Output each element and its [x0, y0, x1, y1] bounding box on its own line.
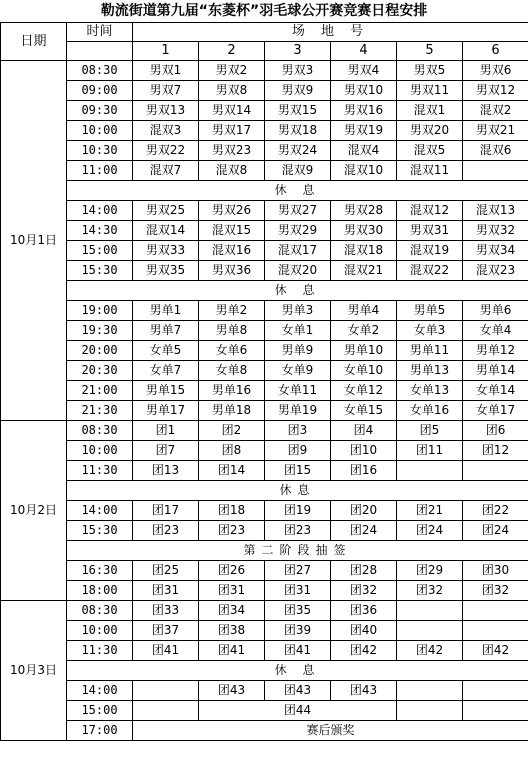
- match-cell: 混双2: [463, 101, 528, 121]
- time-cell: 14:30: [67, 221, 133, 241]
- table-row: [1, 201, 528, 221]
- match-cell: 混双22: [397, 261, 463, 281]
- time-cell: 11:30: [67, 641, 133, 661]
- match-cell: 混双1: [397, 101, 463, 121]
- match-cell: 男双4: [331, 61, 397, 81]
- table-row: [1, 601, 528, 621]
- match-cell: 团17: [133, 501, 199, 521]
- match-cell: 男单6: [463, 301, 528, 321]
- match-cell: 男双20: [397, 121, 463, 141]
- match-cell: 团14: [199, 461, 265, 481]
- court-number-row: [1, 42, 528, 61]
- match-cell: 团42: [463, 641, 528, 661]
- time-cell: 10:00: [67, 441, 133, 461]
- time-cell: 16:30: [67, 561, 133, 581]
- match-cell: 男双34: [463, 241, 528, 261]
- match-cell: 男双28: [331, 201, 397, 221]
- break-row: [1, 541, 528, 561]
- match-cell: 男双11: [397, 81, 463, 101]
- time-header: 时间: [67, 23, 133, 42]
- match-cell: 混双17: [265, 241, 331, 261]
- match-cell: 团41: [265, 641, 331, 661]
- match-cell: [397, 701, 463, 721]
- match-cell: 团24: [463, 521, 528, 541]
- match-cell: 女单6: [199, 341, 265, 361]
- time-cell: 10:30: [67, 141, 133, 161]
- match-cell: 男单12: [463, 341, 528, 361]
- match-cell: 混双9: [265, 161, 331, 181]
- match-cell: 团35: [265, 601, 331, 621]
- time-cell: 15:00: [67, 701, 133, 721]
- match-cell: 男单16: [199, 381, 265, 401]
- match-cell: 男单19: [265, 401, 331, 421]
- match-cell: 团25: [133, 561, 199, 581]
- match-cell: 混双15: [199, 221, 265, 241]
- match-cell: 男双25: [133, 201, 199, 221]
- ceremony-label: 赛后颁奖: [133, 721, 528, 741]
- match-cell: 团40: [331, 621, 397, 641]
- match-cell: 团41: [133, 641, 199, 661]
- match-cell: 混双16: [199, 241, 265, 261]
- time-cell: 09:30: [67, 101, 133, 121]
- match-cell: 混双12: [397, 201, 463, 221]
- match-cell: 团29: [397, 561, 463, 581]
- match-cell: 团44: [199, 701, 397, 721]
- table-row: [1, 401, 528, 421]
- match-cell: [133, 681, 199, 701]
- table-row: [1, 241, 528, 261]
- match-cell: 男单14: [463, 361, 528, 381]
- match-cell: 团12: [463, 441, 528, 461]
- table-row: [1, 381, 528, 401]
- break-label: 休 息: [67, 281, 528, 301]
- match-cell: 男双30: [331, 221, 397, 241]
- table-row: [1, 81, 528, 101]
- match-cell: 混双10: [331, 161, 397, 181]
- time-cell: 11:00: [67, 161, 133, 181]
- match-cell: 混双23: [463, 261, 528, 281]
- match-cell: 男双33: [133, 241, 199, 261]
- match-cell: 混双3: [133, 121, 199, 141]
- time-cell: 18:00: [67, 581, 133, 601]
- match-cell: 男单2: [199, 301, 265, 321]
- match-cell: 男单11: [397, 341, 463, 361]
- match-cell: 团2: [199, 421, 265, 441]
- match-cell: 团22: [463, 501, 528, 521]
- court-number: 1: [133, 42, 199, 61]
- table-row: [1, 61, 528, 81]
- match-cell: 男双18: [265, 121, 331, 141]
- time-cell: 08:30: [67, 61, 133, 81]
- match-cell: 混双13: [463, 201, 528, 221]
- time-cell: 10:00: [67, 621, 133, 641]
- match-cell: [397, 621, 463, 641]
- court-number: 2: [199, 42, 265, 61]
- time-cell: 15:30: [67, 261, 133, 281]
- time-cell: 08:30: [67, 601, 133, 621]
- match-cell: 男双17: [199, 121, 265, 141]
- time-cell: 08:30: [67, 421, 133, 441]
- time-header-blank: [67, 42, 133, 61]
- match-cell: 男双27: [265, 201, 331, 221]
- table-row: [1, 701, 528, 721]
- table-row: [1, 301, 528, 321]
- match-cell: 团7: [133, 441, 199, 461]
- match-cell: 男双22: [133, 141, 199, 161]
- table-row: [1, 681, 528, 701]
- match-cell: 团28: [331, 561, 397, 581]
- time-cell: 15:00: [67, 241, 133, 261]
- match-cell: 男单18: [199, 401, 265, 421]
- time-cell: 11:30: [67, 461, 133, 481]
- table-row: [1, 501, 528, 521]
- match-cell: 团3: [265, 421, 331, 441]
- match-cell: 男单4: [331, 301, 397, 321]
- match-cell: 混双4: [331, 141, 397, 161]
- match-cell: 女单3: [397, 321, 463, 341]
- break-label: 休 息: [67, 661, 528, 681]
- time-cell: 10:00: [67, 121, 133, 141]
- court-number: 3: [265, 42, 331, 61]
- match-cell: 男双1: [133, 61, 199, 81]
- match-cell: 男双3: [265, 61, 331, 81]
- match-cell: 男单7: [133, 321, 199, 341]
- match-cell: 团21: [397, 501, 463, 521]
- match-cell: 男双26: [199, 201, 265, 221]
- match-cell: 女单2: [331, 321, 397, 341]
- match-cell: 团32: [463, 581, 528, 601]
- break-row: [1, 661, 528, 681]
- match-cell: 男双29: [265, 221, 331, 241]
- match-cell: 团23: [133, 521, 199, 541]
- match-cell: 男单17: [133, 401, 199, 421]
- match-cell: 团8: [199, 441, 265, 461]
- match-cell: 团15: [265, 461, 331, 481]
- match-cell: 女单5: [133, 341, 199, 361]
- match-cell: 男双14: [199, 101, 265, 121]
- match-cell: 男双6: [463, 61, 528, 81]
- match-cell: 团13: [133, 461, 199, 481]
- match-cell: 男双10: [331, 81, 397, 101]
- page-title: 勒流街道第九届“东菱杯”羽毛球公开赛竞赛日程安排: [100, 3, 428, 19]
- match-cell: 混双19: [397, 241, 463, 261]
- match-cell: [397, 681, 463, 701]
- match-cell: 混双8: [199, 161, 265, 181]
- match-cell: [463, 681, 528, 701]
- match-cell: 团23: [199, 521, 265, 541]
- match-cell: 男双23: [199, 141, 265, 161]
- match-cell: 混双11: [397, 161, 463, 181]
- match-cell: 团4: [331, 421, 397, 441]
- match-cell: 团42: [331, 641, 397, 661]
- match-cell: 女单10: [331, 361, 397, 381]
- time-cell: 14:00: [67, 501, 133, 521]
- match-cell: 女单11: [265, 381, 331, 401]
- match-cell: 女单9: [265, 361, 331, 381]
- match-cell: 男双19: [331, 121, 397, 141]
- table-row: [1, 361, 528, 381]
- date-cell: 10月1日: [1, 61, 67, 421]
- schedule-table: [0, 22, 528, 741]
- match-cell: 男双13: [133, 101, 199, 121]
- table-row: [1, 561, 528, 581]
- header-row: [1, 23, 528, 42]
- break-label: 休息: [67, 481, 528, 501]
- match-cell: 男双31: [397, 221, 463, 241]
- table-row: [1, 441, 528, 461]
- match-cell: 团31: [199, 581, 265, 601]
- match-cell: 团36: [331, 601, 397, 621]
- table-row: [1, 341, 528, 361]
- match-cell: 女单12: [331, 381, 397, 401]
- match-cell: 男单8: [199, 321, 265, 341]
- table-row: [1, 221, 528, 241]
- match-cell: 团23: [265, 521, 331, 541]
- match-cell: 男单1: [133, 301, 199, 321]
- match-cell: 男双21: [463, 121, 528, 141]
- date-header: 日期: [1, 23, 67, 61]
- match-cell: [463, 621, 528, 641]
- time-cell: 21:30: [67, 401, 133, 421]
- date-cell: 10月3日: [1, 601, 67, 741]
- break-row: [1, 181, 528, 201]
- match-cell: 团43: [331, 681, 397, 701]
- table-row: [1, 101, 528, 121]
- match-cell: [463, 701, 528, 721]
- break-label: 第二阶段抽签: [67, 541, 528, 561]
- table-row: [1, 161, 528, 181]
- match-cell: 女单7: [133, 361, 199, 381]
- match-cell: 男单10: [331, 341, 397, 361]
- match-cell: 女单17: [463, 401, 528, 421]
- time-cell: 19:30: [67, 321, 133, 341]
- match-cell: 男双24: [265, 141, 331, 161]
- match-cell: 男双35: [133, 261, 199, 281]
- time-cell: 20:30: [67, 361, 133, 381]
- match-cell: 团30: [463, 561, 528, 581]
- break-row: [1, 281, 528, 301]
- match-cell: 团1: [133, 421, 199, 441]
- venue-header: 场 地 号: [133, 23, 528, 42]
- match-cell: 团32: [397, 581, 463, 601]
- match-cell: 团39: [265, 621, 331, 641]
- match-cell: 男双16: [331, 101, 397, 121]
- match-cell: 团11: [397, 441, 463, 461]
- time-cell: 15:30: [67, 521, 133, 541]
- time-cell: 14:00: [67, 201, 133, 221]
- match-cell: 团33: [133, 601, 199, 621]
- table-row: [1, 261, 528, 281]
- match-cell: 男单5: [397, 301, 463, 321]
- match-cell: 团26: [199, 561, 265, 581]
- table-row: [1, 641, 528, 661]
- court-number: 4: [331, 42, 397, 61]
- table-row: [1, 461, 528, 481]
- time-cell: 17:00: [67, 721, 133, 741]
- match-cell: 女单14: [463, 381, 528, 401]
- match-cell: [463, 161, 528, 181]
- table-row: [1, 121, 528, 141]
- match-cell: 团34: [199, 601, 265, 621]
- table-row: [1, 581, 528, 601]
- match-cell: 男单9: [265, 341, 331, 361]
- match-cell: 团43: [199, 681, 265, 701]
- date-cell: 10月2日: [1, 421, 67, 601]
- match-cell: [397, 461, 463, 481]
- match-cell: 团31: [133, 581, 199, 601]
- table-row: [1, 321, 528, 341]
- match-cell: 女单1: [265, 321, 331, 341]
- match-cell: 混双6: [463, 141, 528, 161]
- table-row: [1, 421, 528, 441]
- match-cell: 团27: [265, 561, 331, 581]
- time-cell: 09:00: [67, 81, 133, 101]
- break-label: 休 息: [67, 181, 528, 201]
- match-cell: 男双12: [463, 81, 528, 101]
- match-cell: 团24: [331, 521, 397, 541]
- time-cell: 14:00: [67, 681, 133, 701]
- match-cell: 团6: [463, 421, 528, 441]
- match-cell: 混双5: [397, 141, 463, 161]
- match-cell: [463, 601, 528, 621]
- match-cell: 团31: [265, 581, 331, 601]
- match-cell: 女单16: [397, 401, 463, 421]
- match-cell: 男双15: [265, 101, 331, 121]
- match-cell: 男双32: [463, 221, 528, 241]
- time-cell: 21:00: [67, 381, 133, 401]
- time-cell: 20:00: [67, 341, 133, 361]
- match-cell: 男单3: [265, 301, 331, 321]
- match-cell: [133, 701, 199, 721]
- match-cell: 团24: [397, 521, 463, 541]
- match-cell: 团41: [199, 641, 265, 661]
- match-cell: 团38: [199, 621, 265, 641]
- court-number: 6: [463, 42, 528, 61]
- match-cell: 男双5: [397, 61, 463, 81]
- break-row: [1, 481, 528, 501]
- match-cell: 男双36: [199, 261, 265, 281]
- table-row: [1, 721, 528, 741]
- court-number: 5: [397, 42, 463, 61]
- match-cell: 女单4: [463, 321, 528, 341]
- match-cell: 混双7: [133, 161, 199, 181]
- match-cell: 团9: [265, 441, 331, 461]
- match-cell: 团32: [331, 581, 397, 601]
- match-cell: [463, 461, 528, 481]
- match-cell: 女单15: [331, 401, 397, 421]
- match-cell: 男双7: [133, 81, 199, 101]
- table-row: [1, 621, 528, 641]
- match-cell: 团20: [331, 501, 397, 521]
- match-cell: 团16: [331, 461, 397, 481]
- match-cell: 团42: [397, 641, 463, 661]
- match-cell: 男双9: [265, 81, 331, 101]
- match-cell: [397, 601, 463, 621]
- match-cell: 男单13: [397, 361, 463, 381]
- match-cell: 团19: [265, 501, 331, 521]
- match-cell: 团10: [331, 441, 397, 461]
- match-cell: 团18: [199, 501, 265, 521]
- match-cell: 男单15: [133, 381, 199, 401]
- match-cell: 混双18: [331, 241, 397, 261]
- match-cell: 混双14: [133, 221, 199, 241]
- match-cell: 团5: [397, 421, 463, 441]
- match-cell: 混双21: [331, 261, 397, 281]
- match-cell: 混双20: [265, 261, 331, 281]
- match-cell: 女单8: [199, 361, 265, 381]
- match-cell: 男双2: [199, 61, 265, 81]
- table-row: [1, 521, 528, 541]
- time-cell: 19:00: [67, 301, 133, 321]
- match-cell: 男双8: [199, 81, 265, 101]
- match-cell: 团43: [265, 681, 331, 701]
- table-row: [1, 141, 528, 161]
- match-cell: 团37: [133, 621, 199, 641]
- match-cell: 女单13: [397, 381, 463, 401]
